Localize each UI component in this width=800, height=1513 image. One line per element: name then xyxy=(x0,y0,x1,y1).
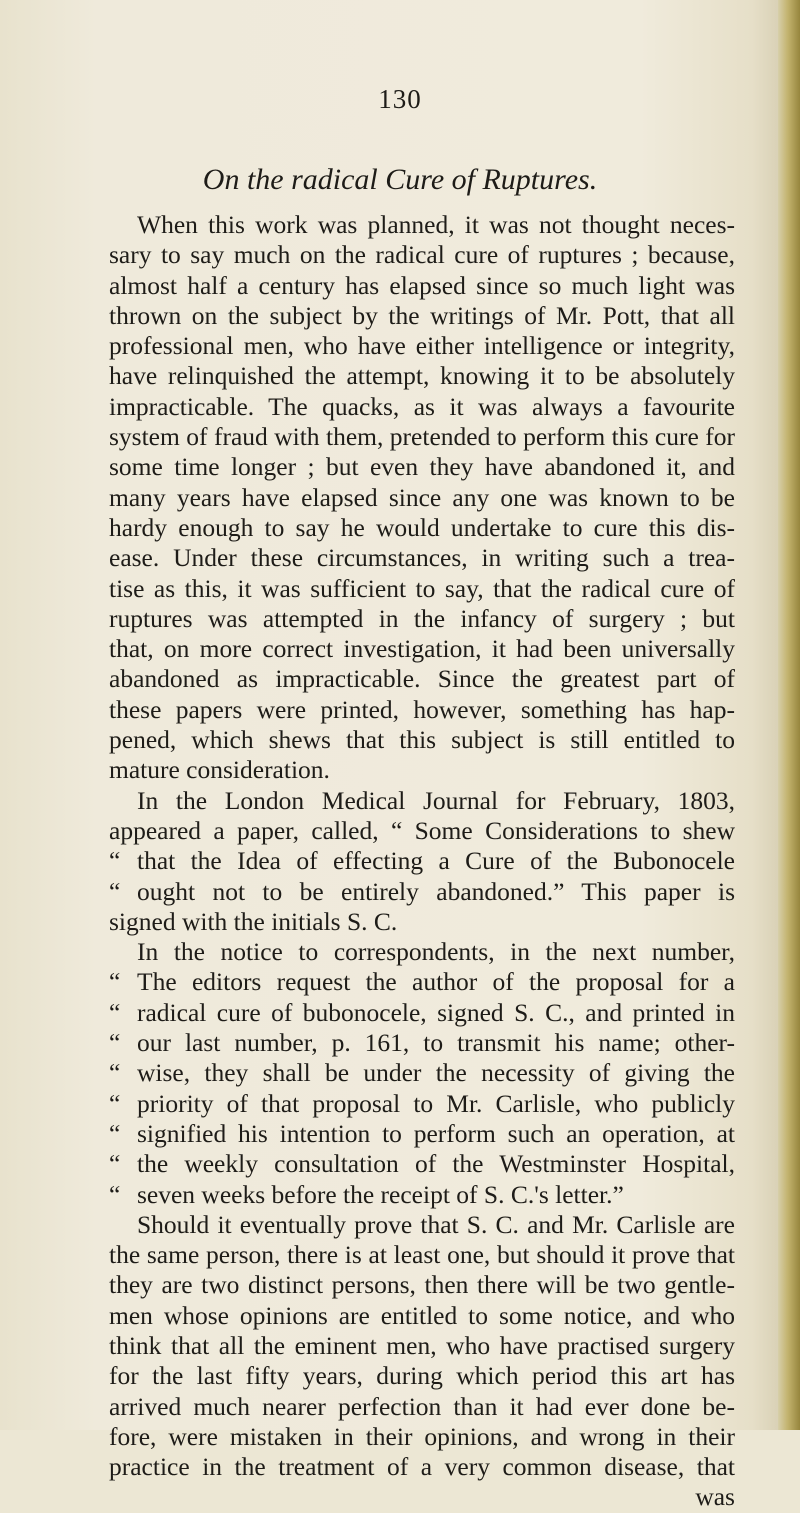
text-line: fore, were mistaken in their opinions, and wrong in their xyxy=(109,1421,735,1451)
text-line: the same person, there is at least one, but should it prove that xyxy=(109,1240,735,1270)
quoted-line xyxy=(109,1149,735,1179)
quoted-line xyxy=(109,967,735,997)
page-number: 130 xyxy=(378,84,422,114)
text-line: signed with the initials S. C. xyxy=(109,906,398,936)
text-line: wise, they shall be under the necessity of giving the xyxy=(137,1058,735,1088)
text-line: appeared a paper, called, “ Some Considerations to shew xyxy=(109,815,735,845)
text-line: thrown on the subject by the writings of Mr. Pott, that all xyxy=(109,300,735,330)
text-line: hardy enough to say he would undertake to cure this dis- xyxy=(109,512,735,542)
text-line: these papers were printed, however, something has hap- xyxy=(109,694,735,724)
text-line: ruptures was attempted in the infancy of surgery ; but xyxy=(109,603,735,633)
page-edge xyxy=(778,0,800,1430)
text-line: that the Idea of effecting a Cure of the Bubonocele xyxy=(137,846,735,876)
text-line: for the last fifty years, during which period this art has xyxy=(109,1361,735,1391)
text-line: they are two distinct persons, then there will be two gentle- xyxy=(109,1270,735,1300)
text-line: In the London Medical Journal for February, 1803, xyxy=(137,785,735,815)
body-text xyxy=(109,210,735,1513)
text-line: radical cure of bubonocele, signed S. C., and printed in xyxy=(137,997,735,1027)
text-line: practice in the treatment of a very common disease, that xyxy=(109,1452,735,1482)
text-line: ought not to be entirely abandoned.” This paper is xyxy=(137,876,735,906)
text-line: arrived much nearer perfection than it had ever done be- xyxy=(109,1391,735,1421)
text-line: men whose opinions are entitled to some notice, and who xyxy=(109,1300,735,1330)
quoted-line xyxy=(109,1089,735,1119)
text-line: Should it eventually prove that S. C. and Mr. Carlisle are xyxy=(137,1209,735,1239)
quoted-line xyxy=(109,1180,735,1210)
quote-mark: “ xyxy=(109,1028,121,1058)
text-line: have relinquished the attempt, knowing it to be absolutely xyxy=(109,361,735,391)
section-title: On the radical Cure of Ruptures. xyxy=(202,163,598,196)
quoted-line xyxy=(109,846,735,876)
quote-mark: “ xyxy=(109,1118,121,1148)
quote-mark: “ xyxy=(109,1088,121,1118)
text-line: almost half a century has elapsed since so much light was xyxy=(109,270,735,300)
quote-mark: “ xyxy=(109,1149,121,1179)
quote-mark: “ xyxy=(109,846,121,876)
quote-mark: “ xyxy=(109,967,121,997)
text-line: many years have elapsed since any one was known to be xyxy=(109,482,735,512)
text-line: that, on more correct investigation, it had been universally xyxy=(109,634,735,664)
catchword: was xyxy=(695,1482,735,1512)
text-line: sary to say much on the radical cure of ruptures ; because, xyxy=(109,240,735,270)
text-line: tise as this, it was sufficient to say, that the radical cure of xyxy=(109,573,735,603)
text-line: In the notice to correspondents, in the next number, xyxy=(137,937,735,967)
text-line: abandoned as impracticable. Since the greatest part of xyxy=(109,664,735,694)
text-line: pened, which shews that this subject is still entitled to xyxy=(109,725,735,755)
text-line: think that all the eminent men, who have practised surgery xyxy=(109,1330,735,1360)
quote-mark: “ xyxy=(109,876,121,906)
text-line: some time longer ; but even they have abandoned it, and xyxy=(109,452,735,482)
text-line: ease. Under these circumstances, in writing such a trea- xyxy=(109,543,735,573)
text-line: signified his intention to perform such an operation, at xyxy=(137,1118,735,1148)
quote-mark: “ xyxy=(109,997,121,1027)
quoted-line xyxy=(109,998,735,1028)
quoted-line xyxy=(109,877,735,907)
text-line: the weekly consultation of the Westminster Hospital, xyxy=(137,1149,735,1179)
text-line: professional men, who have either intelligence or integrity, xyxy=(109,331,735,361)
text-line: priority of that proposal to Mr. Carlisle, who publicly xyxy=(137,1088,735,1118)
quoted-line xyxy=(109,1119,735,1149)
quoted-line xyxy=(109,1058,735,1088)
text-line: The editors request the author of the proposal for a xyxy=(137,967,735,997)
quote-mark: “ xyxy=(109,1179,121,1209)
quoted-line xyxy=(109,1028,735,1058)
text-line: seven weeks before the receipt of S. C.'s letter.” xyxy=(137,1179,624,1209)
text-line: mature consideration. xyxy=(109,755,330,785)
text-line: our last number, p. 161, to transmit his name; other- xyxy=(137,1028,735,1058)
text-line: impracticable. The quacks, as it was always a favourite xyxy=(109,391,735,421)
text-line: When this work was planned, it was not thought neces- xyxy=(137,210,735,239)
text-line: system of fraud with them, pretended to perform this cure for xyxy=(109,422,735,452)
quote-mark: “ xyxy=(109,1058,121,1088)
